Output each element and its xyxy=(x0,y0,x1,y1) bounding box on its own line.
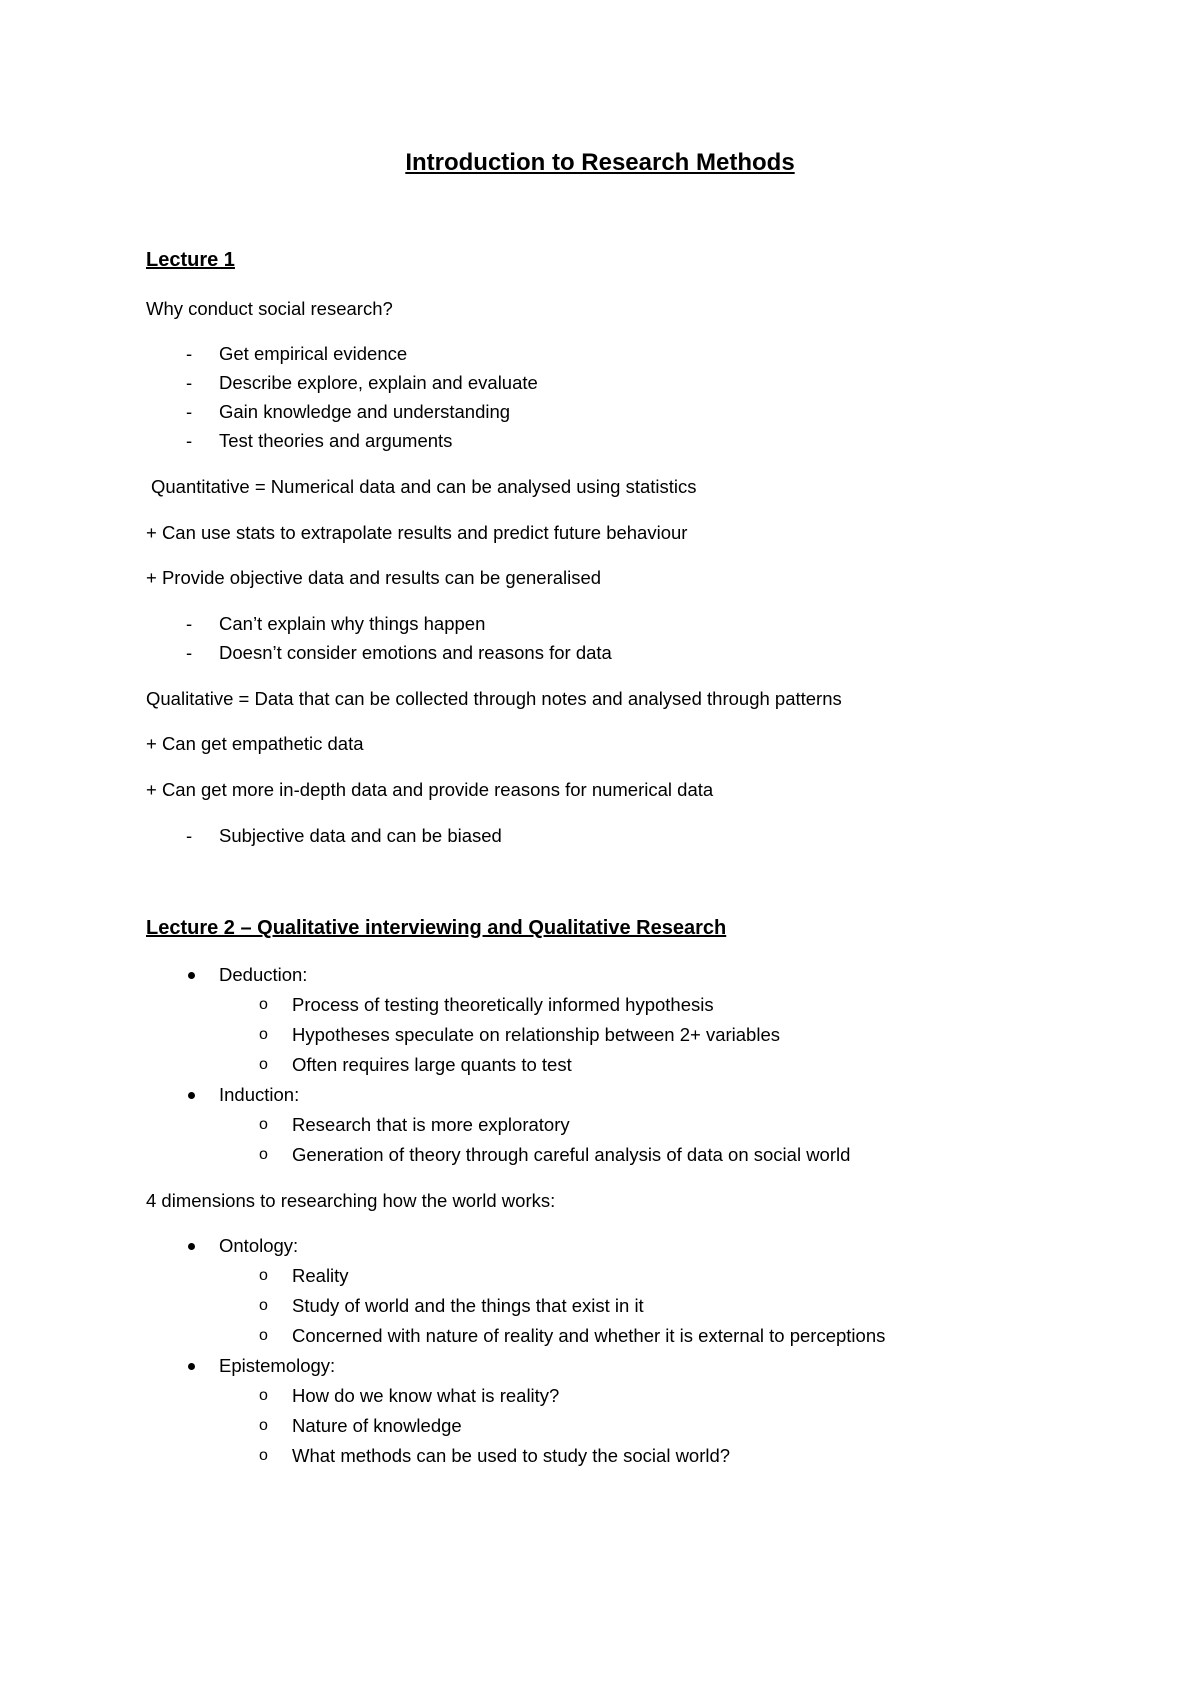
qualitative-con: Subjective data and can be biased xyxy=(219,825,502,846)
qualitative-pro: + Can get more in-depth data and provide reasons for numerical data xyxy=(146,779,714,800)
lecture-1-heading: Lecture 1 xyxy=(146,249,235,271)
quantitative-con: Doesn’t consider emotions and reasons for data xyxy=(219,642,612,663)
sub-bullet-marker: o xyxy=(259,1447,268,1464)
quantitative-pro: + Provide objective data and results can be generalised xyxy=(146,567,602,588)
reason-item: Get empirical evidence xyxy=(219,343,408,364)
approach-item: Research that is more exploratory xyxy=(292,1114,570,1135)
research-question: Why conduct social research? xyxy=(146,298,393,319)
dimension-label: Epistemology: xyxy=(219,1355,336,1376)
sub-bullet-marker: o xyxy=(259,1267,268,1284)
qualitative-definition: Qualitative = Data that can be collected through notes and analysed through patterns xyxy=(146,688,842,709)
approach-label: Induction: xyxy=(219,1084,300,1105)
dash-marker: - xyxy=(186,401,193,422)
page-title: Introduction to Research Methods xyxy=(405,149,795,176)
reason-item: Describe explore, explain and evaluate xyxy=(219,372,538,393)
approach-label: Deduction: xyxy=(219,964,308,985)
sub-bullet-marker: o xyxy=(259,1056,268,1073)
bullet-dot xyxy=(188,1243,195,1250)
reason-item: Test theories and arguments xyxy=(219,430,453,451)
dash-marker: - xyxy=(186,825,193,846)
bullet-dot xyxy=(188,972,195,979)
dash-marker: - xyxy=(186,343,193,364)
dash-marker: - xyxy=(186,372,193,393)
dimension-item: Reality xyxy=(292,1265,349,1286)
sub-bullet-marker: o xyxy=(259,1146,268,1163)
dimension-item: Nature of knowledge xyxy=(292,1415,462,1436)
bullet-dot xyxy=(188,1363,195,1370)
dimension-label: Ontology: xyxy=(219,1235,299,1256)
sub-bullet-marker: o xyxy=(259,1116,268,1133)
sub-bullet-marker: o xyxy=(259,1327,268,1344)
qualitative-pro: + Can get empathetic data xyxy=(146,733,364,754)
quantitative-pro: + Can use stats to extrapolate results and predict future behaviour xyxy=(146,522,688,543)
sub-bullet-marker: o xyxy=(259,1417,268,1434)
sub-bullet-marker: o xyxy=(259,996,268,1013)
approach-item: Hypotheses speculate on relationship between 2+ variables xyxy=(292,1024,780,1045)
approach-item: Often requires large quants to test xyxy=(292,1054,572,1075)
dimension-item: Study of world and the things that exist in it xyxy=(292,1295,644,1316)
lecture-2-heading: Lecture 2 – Qualitative interviewing and Qualitative Research xyxy=(146,917,727,939)
dash-marker: - xyxy=(186,430,193,451)
quantitative-definition: Quantitative = Numerical data and can be analysed using statistics xyxy=(151,476,697,497)
dimension-item: Concerned with nature of reality and whether it is external to perceptions xyxy=(292,1325,886,1346)
approach-item: Process of testing theoretically informed hypothesis xyxy=(292,994,714,1015)
dimension-item: How do we know what is reality? xyxy=(292,1385,560,1406)
reason-item: Gain knowledge and understanding xyxy=(219,401,511,422)
sub-bullet-marker: o xyxy=(259,1387,268,1404)
dimension-item: What methods can be used to study the social world? xyxy=(292,1445,731,1466)
dash-marker: - xyxy=(186,613,193,634)
sub-bullet-marker: o xyxy=(259,1297,268,1314)
quantitative-con: Can’t explain why things happen xyxy=(219,613,486,634)
dash-marker: - xyxy=(186,642,193,663)
sub-bullet-marker: o xyxy=(259,1026,268,1043)
bullet-dot xyxy=(188,1092,195,1099)
approach-item: Generation of theory through careful analysis of data on social world xyxy=(292,1144,851,1165)
dimensions-intro: 4 dimensions to researching how the world works: xyxy=(146,1190,556,1211)
